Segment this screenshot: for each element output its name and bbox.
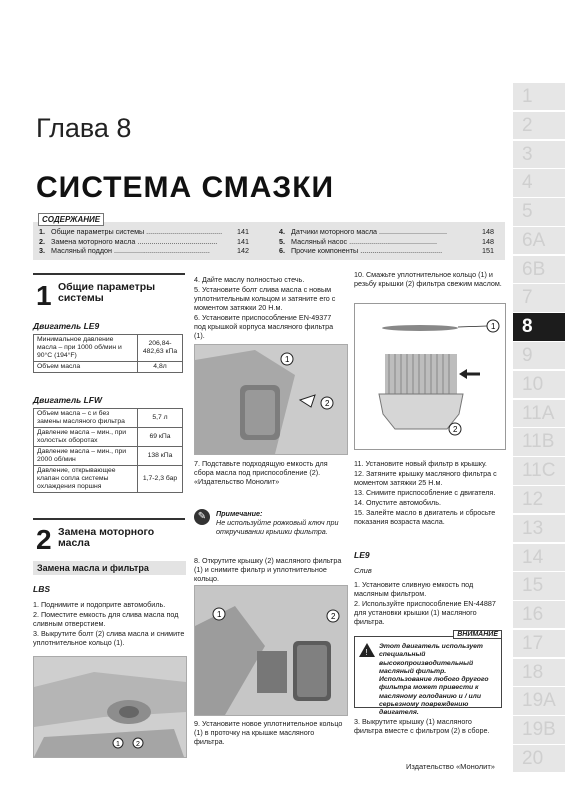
subsection-bar: Замена масла и фильтра bbox=[33, 561, 186, 575]
section-rule bbox=[33, 273, 185, 275]
callout-2: 2 bbox=[331, 612, 336, 621]
section-heading: Замена моторного масла bbox=[58, 526, 155, 549]
toc-heading: СОДЕРЖАНИЕ bbox=[38, 213, 104, 226]
toc-item: 5. Масляный насос ............................................ 148 bbox=[279, 236, 494, 246]
svg-text:!: ! bbox=[365, 648, 368, 657]
chapter-tab-11b: 11B bbox=[513, 428, 565, 455]
chapter-tab-19a: 19A bbox=[513, 687, 565, 714]
chapter-tab-2: 2 bbox=[513, 112, 565, 139]
toc-left bbox=[39, 227, 249, 256]
warning-box: ВНИМАНИЕ ! Этот двигатель использует специальный высокопроизводительный масляный фильтр. Использование любого другого фильтра может привести к масляному голоданию и / или серьезному повреждению двигателя. bbox=[354, 636, 502, 708]
chapter-tab-16: 16 bbox=[513, 601, 565, 628]
filter-tool-photo bbox=[194, 344, 348, 455]
chapter-tab-13: 13 bbox=[513, 515, 565, 542]
chapter-tab-18: 18 bbox=[513, 659, 565, 686]
callout-2: 2 bbox=[453, 425, 458, 434]
chapter-tab-12: 12 bbox=[513, 486, 565, 513]
warning-icon bbox=[359, 643, 375, 657]
col3-sliv-steps: 1. Установите сливную емкость под масляным фильтром. 2. Используйте приспособление EN-44887 для установки крышки (1) масляного фильтра. bbox=[354, 580, 496, 626]
col2-top-steps: 4. Дайте маслу полностью стечь. 5. Установите болт слива масла с новым уплотнительным кольцом и затяните его с моментом затяжки 20 Н.м. 6. Установите приспособление EN-49377 под крышкой корпуса масляного фильтра (1). bbox=[194, 275, 336, 340]
toc-box bbox=[33, 222, 505, 260]
engine-le9-label: Двигатель LE9 bbox=[33, 321, 100, 331]
publisher-footer: Издательство «Монолит» bbox=[406, 762, 495, 771]
chapter-tab-4: 4 bbox=[513, 169, 565, 196]
table-row: Минимальное давление масла – при 1000 об/мин и 90°C (194°F) 206,84-482,63 кПа bbox=[34, 335, 183, 362]
table-row: Давление масла – мин., при 2000 об/мин 138 кПа bbox=[34, 447, 183, 466]
col2-mid-steps: 7. Подставьте подходящую емкость для сбора масла под приспособление (2). «Издательство Монолит» bbox=[194, 459, 328, 486]
chapter-tab-3: 3 bbox=[513, 141, 565, 168]
chapter-tab-17: 17 bbox=[513, 630, 565, 657]
col3-top-steps: 10. Смажьте уплотнительное кольцо (1) и резьбу крышки (2) фильтра свежим маслом. bbox=[354, 270, 502, 288]
toc-right bbox=[279, 227, 494, 256]
table-row: Давление масла – мин., при холостых оборотах 69 кПа bbox=[34, 428, 183, 447]
lbs-steps: 1. Поднимите и подоприте автомобиль. 2. Поместите емкость для слива масла под сливным отверстием. 3. Выкрутите болт (2) слива масла и снимите уплотнительное кольцо (1). bbox=[33, 600, 185, 647]
toc-item: 3. Масляный поддон ................................................ 142 bbox=[39, 246, 249, 256]
chapter-tab-15: 15 bbox=[513, 572, 565, 599]
filter-cap-diagram bbox=[354, 303, 506, 450]
table-row: Объем масла – с и без замены масляного фильтра 5,7 л bbox=[34, 409, 183, 428]
chapter-tab-7: 7 bbox=[513, 284, 565, 311]
section-number: 2 bbox=[36, 524, 52, 555]
drain-label: Слив bbox=[354, 566, 372, 575]
table-row: Давление, открывающее клапан сопла системы охлаждения поршня 1,7-2,3 бар bbox=[34, 466, 183, 493]
callout-1: 1 bbox=[116, 741, 120, 748]
chapter-tab-14: 14 bbox=[513, 544, 565, 571]
engine-le9-sub: LE9 bbox=[354, 550, 370, 560]
chapter-tab-20: 20 bbox=[513, 745, 565, 772]
chapter-tab-19b: 19B bbox=[513, 716, 565, 743]
engine-lbs-label: LBS bbox=[33, 584, 50, 594]
warning-heading: ВНИМАНИЕ bbox=[453, 630, 502, 639]
toc-item: 2. Замена моторного масла ........................................ 141 bbox=[39, 236, 249, 246]
col2-bottom-steps: 9. Установите новое уплотнительное кольцо (1) в проточку на крышке масляного фильтра. bbox=[194, 719, 343, 746]
col3-last-steps: 3. Выкрутите крышку (1) масляного фильтра вместе с фильтром (2) в сборе. bbox=[354, 717, 490, 735]
page-title: СИСТЕМА СМАЗКИ bbox=[36, 171, 335, 204]
callout-1: 1 bbox=[217, 610, 222, 619]
chapter-tabs bbox=[513, 83, 565, 774]
chapter-tab-9: 9 bbox=[513, 342, 565, 369]
chapter-tab-6a: 6A bbox=[513, 227, 565, 254]
col2-after-steps: 8. Открутите крышку (2) масляного фильтра (1) и снимите фильтр и уплотнительное кольцо. bbox=[194, 556, 342, 583]
chapter-tab-8: 8 bbox=[513, 313, 565, 340]
le9-spec-table bbox=[33, 334, 183, 373]
chapter-tab-10: 10 bbox=[513, 371, 565, 398]
engine-lfw-label: Двигатель LFW bbox=[33, 395, 102, 405]
toc-item: 6. Прочие компоненты ......................................... 151 bbox=[279, 246, 494, 256]
callout-1: 1 bbox=[491, 322, 496, 331]
lfw-spec-table bbox=[33, 408, 183, 493]
chapter-tab-11c: 11C bbox=[513, 457, 565, 484]
table-row: Объем масла 4,8л bbox=[34, 362, 183, 373]
callout-2: 2 bbox=[136, 741, 140, 748]
chapter-label: Глава 8 bbox=[36, 113, 132, 143]
drain-bolt-photo bbox=[33, 656, 187, 758]
pencil-icon: ✎ bbox=[194, 509, 210, 525]
chapter-tab-1: 1 bbox=[513, 83, 565, 110]
col3-mid-steps: 11. Установите новый фильтр в крышку. 12. Затяните крышку масляного фильтра с моментом затяжки 25 Н.м. 13. Снимите приспособление с двигателя. 14. Опустите автомобиль. 15. Залейте масло в двигатель и сбросьте показания возраста масла. bbox=[354, 459, 497, 526]
section-rule bbox=[33, 518, 185, 520]
section-number: 1 bbox=[36, 280, 52, 311]
toc-item: 1. Общие параметры системы ...................................... 141 bbox=[39, 227, 249, 236]
chapter-tab-5: 5 bbox=[513, 198, 565, 225]
chapter-tab-11a: 11A bbox=[513, 400, 565, 427]
section-heading: Общие параметры системы bbox=[58, 281, 156, 304]
chapter-tab-6b: 6B bbox=[513, 256, 565, 283]
callout-1: 1 bbox=[285, 355, 290, 364]
filter-removal-photo bbox=[194, 585, 348, 716]
callout-2: 2 bbox=[325, 399, 330, 408]
toc-item: 4. Датчики моторного масла .................................. 148 bbox=[279, 227, 494, 236]
